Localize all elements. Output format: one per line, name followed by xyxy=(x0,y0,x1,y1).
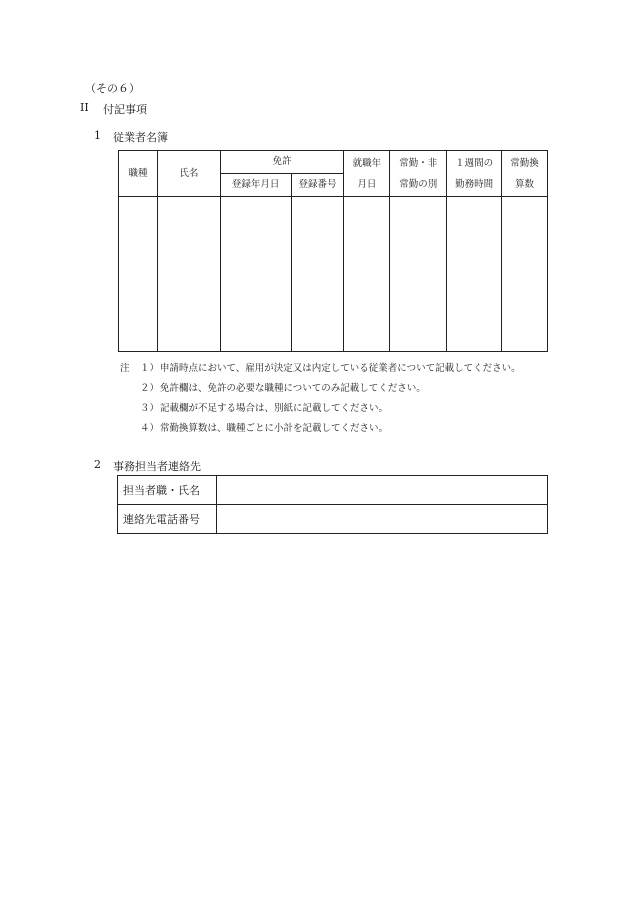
notes-prefix: 注 xyxy=(120,363,130,374)
section-number: II xyxy=(80,101,89,114)
contact-person-field[interactable] xyxy=(217,476,548,505)
table-row xyxy=(119,197,548,352)
contact-phone-label: 連絡先電話番号 xyxy=(118,505,217,534)
header-employment-date: 就職年 月日 xyxy=(344,151,390,197)
employee-register-table xyxy=(118,150,548,352)
header-registration-number: 登録番号 xyxy=(291,174,344,197)
header-fte: 常勤換 算数 xyxy=(502,151,548,197)
register-number: 1 xyxy=(94,129,101,142)
cell-registration-date[interactable] xyxy=(220,197,291,352)
cell-fte[interactable] xyxy=(502,197,548,352)
note-number: ２） xyxy=(140,383,160,394)
header-fulltime: 常勤・非 常勤の別 xyxy=(390,151,447,197)
part-label: （その６） xyxy=(85,82,140,95)
cell-registration-number[interactable] xyxy=(291,197,344,352)
header-license: 免許 xyxy=(220,151,344,174)
cell-name[interactable] xyxy=(157,197,220,352)
note-text: 記載欄が不足する場合は、別紙に記載してください。 xyxy=(160,403,389,414)
note-number: １） xyxy=(140,363,160,374)
contact-table xyxy=(117,475,548,534)
note-number: ４） xyxy=(140,423,160,434)
cell-job-type[interactable] xyxy=(119,197,158,352)
contact-person-label: 担当者職・氏名 xyxy=(118,476,217,505)
note-text: 常勤換算数は、職種ごとに小計を記載してください。 xyxy=(160,423,389,434)
contact-number: 2 xyxy=(94,458,101,471)
section-title: 付記事項 xyxy=(103,103,147,116)
table-row xyxy=(118,505,548,534)
contact-title: 事務担当者連絡先 xyxy=(113,460,201,473)
header-job-type: 職種 xyxy=(119,151,158,197)
cell-employment-date[interactable] xyxy=(344,197,390,352)
header-weekly-hours: １週間の 勤務時間 xyxy=(447,151,502,197)
contact-phone-field[interactable] xyxy=(217,505,548,534)
header-registration-date: 登録年月日 xyxy=(220,174,291,197)
register-title: 従業者名簿 xyxy=(113,131,168,144)
cell-weekly-hours[interactable] xyxy=(447,197,502,352)
cell-fulltime[interactable] xyxy=(390,197,447,352)
header-name: 氏名 xyxy=(157,151,220,197)
note-text: 申請時点において、雇用が決定又は内定している従業者について記載してください。 xyxy=(160,363,521,374)
note-text: 免許欄は、免許の必要な職種についてのみ記載してください。 xyxy=(160,383,426,394)
table-row xyxy=(118,476,548,505)
note-number: ３） xyxy=(140,403,160,414)
